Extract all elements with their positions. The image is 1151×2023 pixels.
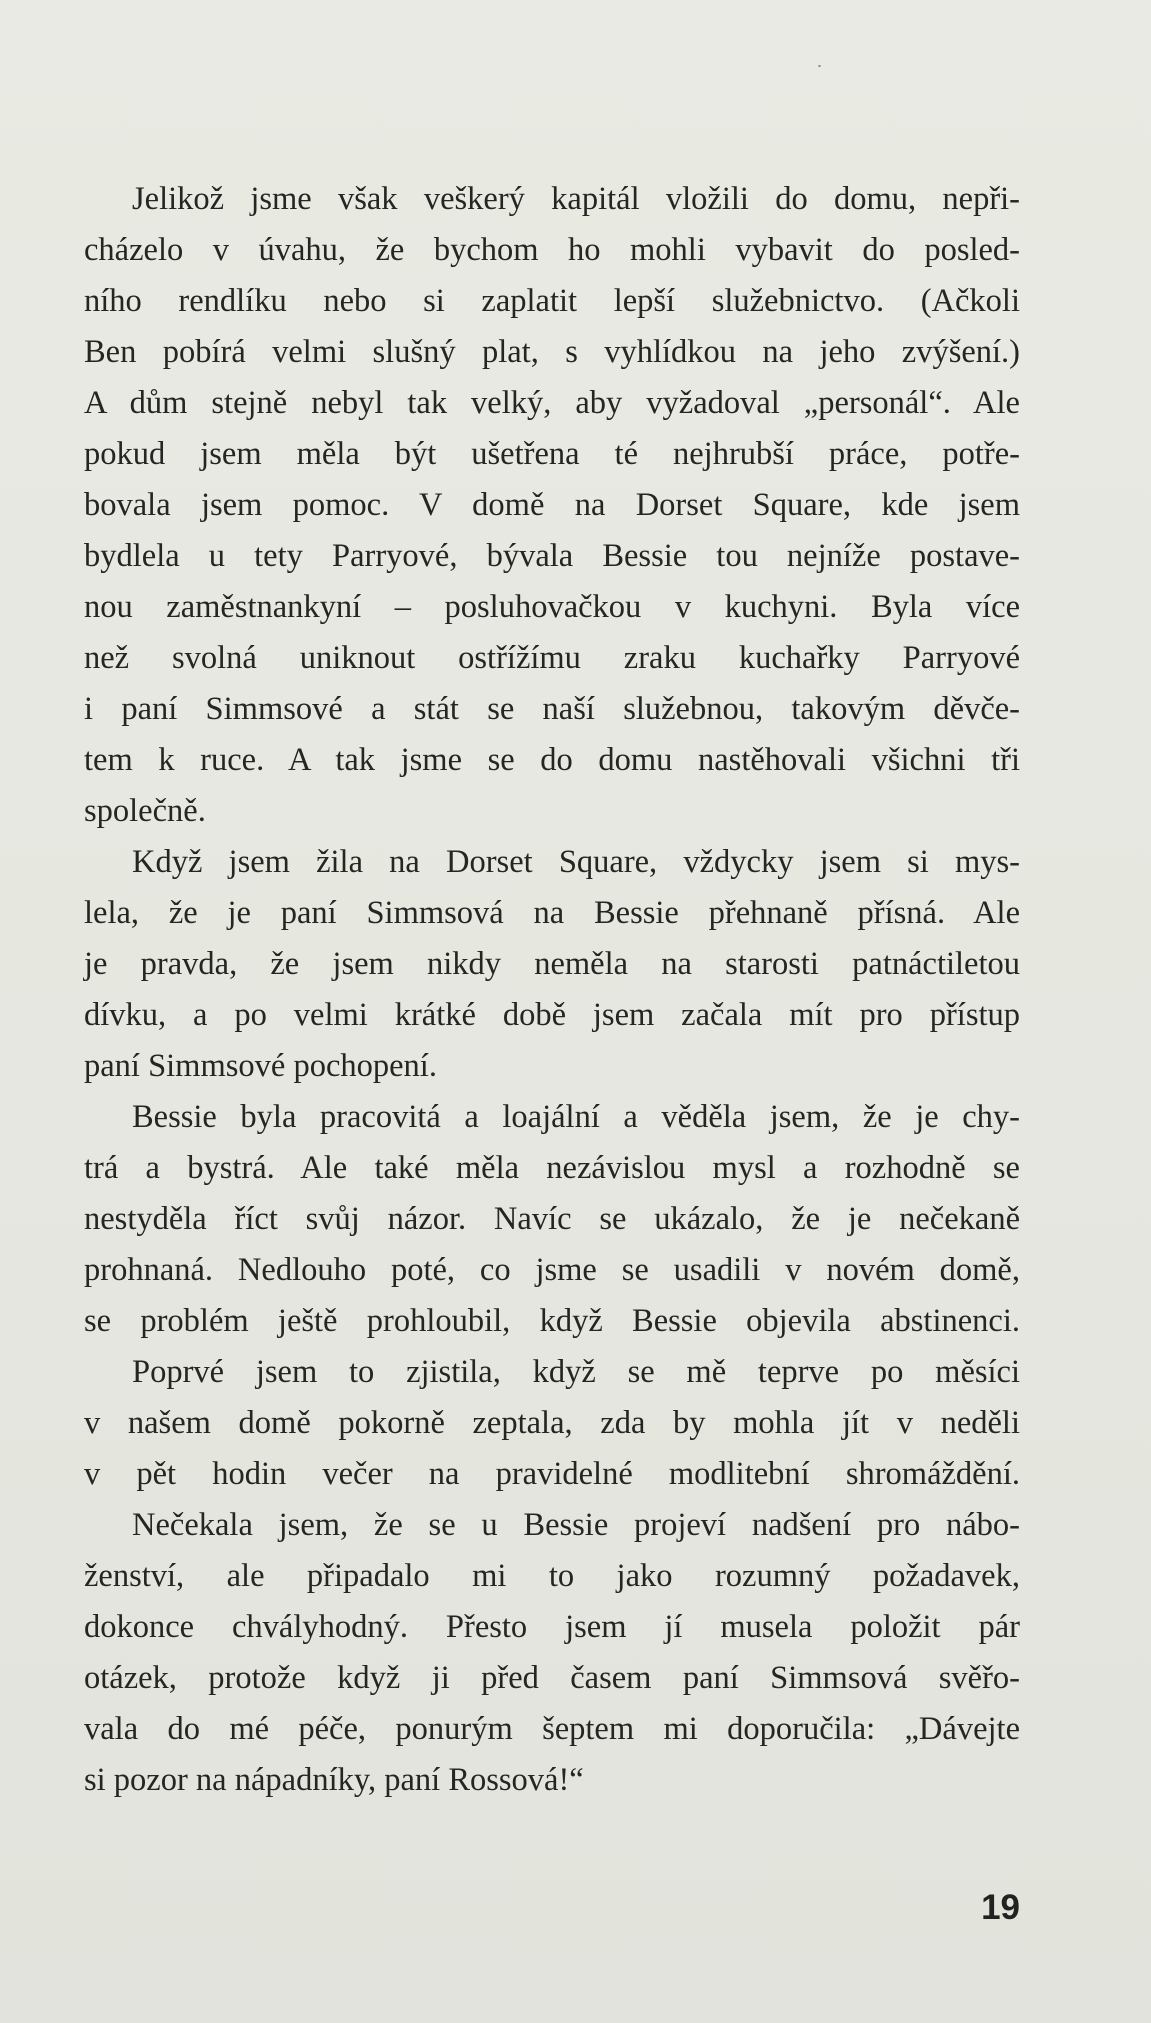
text-line: Nečekala jsem, že se u Bessie projeví nadšení pro nábo- (132, 1507, 1020, 1543)
text-line: Jelikož jsme však veškerý kapitál vložili do domu, nepři- (132, 181, 1020, 217)
page-number: 19 (981, 1888, 1020, 1927)
text-line: Poprvé jsem to zjistila, když se mě teprve po měsíci (132, 1354, 1020, 1390)
text-line: paní Simmsové pochopení. (84, 1048, 437, 1084)
paragraph (84, 1500, 1020, 1806)
text-line: nou zaměstnankyní – posluhovačkou v kuchyni. Byla více (84, 589, 1020, 625)
text-line: dívku, a po velmi krátké době jsem začala mít pro přístup (84, 997, 1020, 1033)
body-text (84, 174, 1020, 1806)
text-line: bydlela u tety Parryové, bývala Bessie tou nejníže postave- (84, 538, 1020, 574)
paper-speck (818, 65, 821, 67)
text-line: pokud jsem měla být ušetřena té nejhrubší práce, potře- (84, 436, 1020, 472)
paragraph (84, 174, 1020, 837)
text-line: cházelo v úvahu, že bychom ho mohli vybavit do posled- (84, 232, 1020, 268)
paragraph (84, 1092, 1020, 1347)
text-line: bovala jsem pomoc. V domě na Dorset Square, kde jsem (84, 487, 1020, 523)
text-line: lela, že je paní Simmsová na Bessie přehnaně přísná. Ale (84, 895, 1020, 931)
text-line: otázek, protože když ji před časem paní Simmsová svěřo- (84, 1660, 1020, 1696)
text-line: než svolná uniknout ostřížímu zraku kuchařky Parryové (84, 640, 1020, 676)
text-line: Ben pobírá velmi slušný plat, s vyhlídkou na jeho zvýšení.) (84, 334, 1020, 370)
text-line: Když jsem žila na Dorset Square, vždycky jsem si mys- (132, 844, 1020, 880)
text-line: i paní Simmsové a stát se naší služebnou, takovým děvče- (84, 691, 1020, 727)
text-line: vala do mé péče, ponurým šeptem mi doporučila: „Dávejte (84, 1711, 1020, 1747)
text-line: je pravda, že jsem nikdy neměla na starosti patnáctiletou (84, 946, 1020, 982)
text-line: společně. (84, 793, 206, 829)
text-line: A dům stejně nebyl tak velký, aby vyžadoval „personál“. Ale (84, 385, 1020, 421)
text-line: v pět hodin večer na pravidelné modlitební shromáždění. (84, 1456, 1020, 1492)
text-line: Bessie byla pracovitá a loajální a věděla jsem, že je chy- (132, 1099, 1020, 1135)
text-line: v našem domě pokorně zeptala, zda by mohla jít v neděli (84, 1405, 1020, 1441)
text-line: dokonce chvályhodný. Přesto jsem jí musela položit pár (84, 1609, 1020, 1645)
text-line: ženství, ale připadalo mi to jako rozumný požadavek, (84, 1558, 1020, 1594)
text-line: trá a bystrá. Ale také měla nezávislou mysl a rozhodně se (84, 1150, 1020, 1186)
text-line: si pozor na nápadníky, paní Rossová!“ (84, 1762, 584, 1798)
text-line: tem k ruce. A tak jsme se do domu nastěhovali všichni tři (84, 742, 1020, 778)
text-line: se problém ještě prohloubil, když Bessie objevila abstinenci. (84, 1303, 1020, 1339)
paragraph (84, 1347, 1020, 1500)
paragraph (84, 837, 1020, 1092)
text-line: nestyděla říct svůj názor. Navíc se ukázalo, že je nečekaně (84, 1201, 1020, 1237)
text-line: prohnaná. Nedlouho poté, co jsme se usadili v novém domě, (84, 1252, 1020, 1288)
text-line: ního rendlíku nebo si zaplatit lepší služebnictvo. (Ačkoli (84, 283, 1020, 319)
